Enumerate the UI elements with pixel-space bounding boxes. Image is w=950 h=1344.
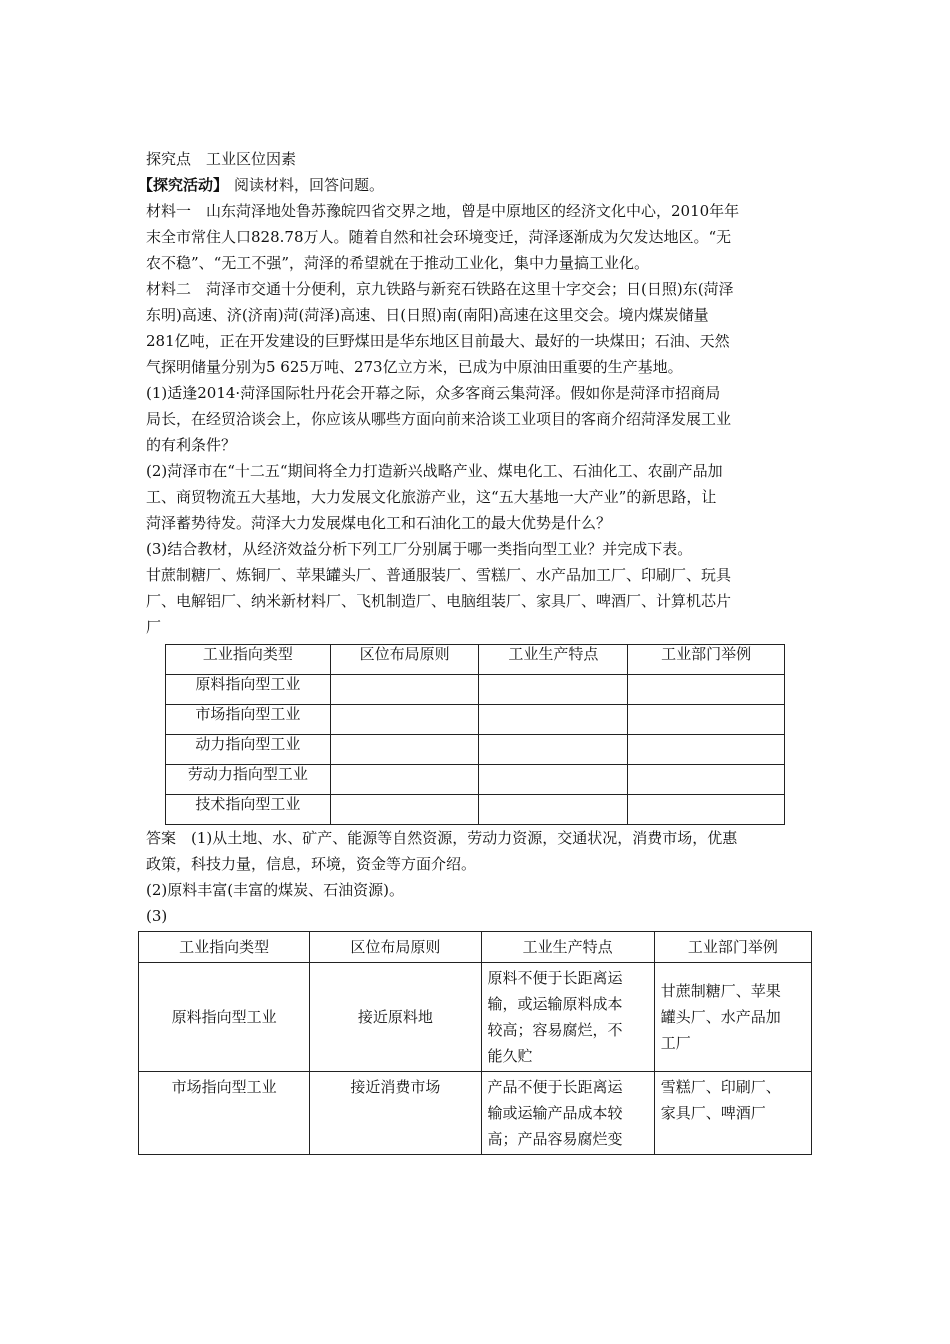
table-header-cell: 工业指向类型 (139, 932, 310, 963)
answer-line: 答案 (1)从土地、水、矿产、能源等自然资源，劳动力资源，交通状况，消费市场，优惠 (146, 829, 738, 847)
cell-line: 甘蔗制糖厂、苹果 (660, 982, 781, 1000)
question-two-line: 菏泽蓄势待发。菏泽大力发展煤电化工和石油化工的最大优势是什么？ (146, 514, 612, 532)
table-blank-cell[interactable] (330, 675, 479, 705)
table-row (166, 675, 785, 705)
table-blank-cell[interactable] (330, 795, 479, 825)
table-row (139, 963, 812, 1072)
table-cell-type: 劳动力指向型工业 (166, 765, 331, 795)
table-cell-feature (481, 963, 654, 1072)
material-one-line: 末全市常住人口828.78万人。随着自然和社会环境变迁，菏泽逐渐成为欠发达地区。“无 (146, 228, 732, 246)
material-two-line: 东明)高速、济(济南)菏(菏泽)高速、日(日照)南(南阳)高速在这里交会。境内煤炭储量 (146, 306, 709, 324)
document-body (138, 146, 814, 1155)
cell-line: 工厂 (660, 1034, 691, 1052)
material-one (146, 198, 814, 276)
table-header-cell: 工业指向类型 (166, 645, 331, 675)
question-three (146, 536, 814, 640)
table-blank-cell[interactable] (479, 675, 628, 705)
question-two (146, 458, 814, 536)
table-cell-feature (481, 1072, 654, 1155)
table-cell-type: 动力指向型工业 (166, 735, 331, 765)
question-three-line: (3)结合教材，从经济效益分析下列工厂分别属于哪一类指向型工业？并完成下表。 (146, 540, 693, 558)
activity-label: 【探究活动】 (138, 176, 229, 194)
table-header-cell: 区位布局原则 (330, 645, 479, 675)
blank-answer-table (165, 644, 785, 825)
table-row (166, 735, 785, 765)
table-blank-cell[interactable] (628, 675, 785, 705)
table-blank-cell[interactable] (330, 705, 479, 735)
activity-line (138, 172, 814, 198)
table-cell-type: 技术指向型工业 (166, 795, 331, 825)
cell-line: 输，或运输原料成本 (487, 995, 623, 1013)
table-blank-cell[interactable] (628, 765, 785, 795)
table-blank-cell[interactable] (479, 765, 628, 795)
table-cell-type: 原料指向型工业 (166, 675, 331, 705)
table-blank-cell[interactable] (330, 765, 479, 795)
question-one-line: 局长，在经贸洽谈会上，你应该从哪些方面向前来洽谈工业项目的客商介绍菏泽发展工业 (146, 410, 732, 428)
material-two-line: 材料二 菏泽市交通十分便利，京九铁路与新兖石铁路在这里十字交会；日(日照)东(菏泽 (146, 280, 734, 298)
table-header-row (139, 932, 812, 963)
cell-line: 雪糕厂、印刷厂、 (660, 1078, 781, 1096)
table-blank-cell[interactable] (479, 795, 628, 825)
table-blank-cell[interactable] (628, 705, 785, 735)
question-one-line: 的有利条件？ (146, 436, 237, 454)
question-one (146, 380, 814, 458)
table-row (166, 765, 785, 795)
answer-section (146, 825, 814, 929)
cell-line: 产品不便于长距离运 (487, 1078, 623, 1096)
table-cell-example (654, 1072, 811, 1155)
table-header-cell: 工业部门举例 (654, 932, 811, 963)
table-cell-example (654, 963, 811, 1072)
question-two-line: (2)菏泽市在“十二五“期间将全力打造新兴战略产业、煤电化工、石油化工、农副产品加 (146, 462, 723, 480)
cell-line: 较高；容易腐烂，不 (487, 1021, 623, 1039)
section-title: 探究点 工业区位因素 (146, 150, 297, 168)
question-three-line: 厂、电解铝厂、纳米新材料厂、飞机制造厂、电脑组装厂、家具厂、啤酒厂、计算机芯片 (146, 592, 732, 610)
question-three-line: 甘蔗制糖厂、炼铜厂、苹果罐头厂、普通服装厂、雪糕厂、水产品加工厂、印刷厂、玩具 (146, 566, 732, 584)
table-cell-type: 原料指向型工业 (139, 963, 310, 1072)
table-blank-cell[interactable] (479, 705, 628, 735)
answer-table (138, 931, 812, 1155)
table-header-cell: 区位布局原则 (310, 932, 481, 963)
cell-line: 原料不便于长距离运 (487, 969, 623, 987)
table-cell-principle: 接近消费市场 (310, 1072, 481, 1155)
table-blank-cell[interactable] (628, 735, 785, 765)
material-one-line: 材料一 山东菏泽地处鲁苏豫皖四省交界之地，曾是中原地区的经济文化中心，2010年年 (146, 202, 740, 220)
table-blank-cell[interactable] (330, 735, 479, 765)
table-header-cell: 工业部门举例 (628, 645, 785, 675)
answer-line: 政策，科技力量，信息，环境，资金等方面介绍。 (146, 855, 477, 873)
question-three-line: 厂 (146, 618, 162, 636)
cell-line: 罐头厂、水产品加 (660, 1008, 781, 1026)
answer-line: (3) (146, 907, 168, 925)
material-two-line: 气探明储量分别为5 625万吨、273亿立方米，已成为中原油田重要的生产基地。 (146, 358, 683, 376)
cell-line: 能久贮 (487, 1047, 533, 1065)
table-header-cell: 工业生产特点 (481, 932, 654, 963)
activity-text: 阅读材料，回答问题。 (234, 176, 385, 194)
table-blank-cell[interactable] (479, 735, 628, 765)
table-cell-type: 市场指向型工业 (139, 1072, 310, 1155)
table-row (139, 1072, 812, 1155)
answer-line: (2)原料丰富(丰富的煤炭、石油资源)。 (146, 881, 404, 899)
question-two-line: 工、商贸物流五大基地，大力发展文化旅游产业，这“五大基地一大产业”的新思路，让 (146, 488, 717, 506)
table-header-cell: 工业生产特点 (479, 645, 628, 675)
material-two (146, 276, 814, 380)
cell-line: 家具厂、啤酒厂 (660, 1104, 766, 1122)
table-header-row (166, 645, 785, 675)
cell-line: 输或运输产品成本较 (487, 1104, 623, 1122)
material-two-line: 281亿吨，正在开发建设的巨野煤田是华东地区目前最大、最好的一块煤田；石油、天然 (146, 332, 730, 350)
table-blank-cell[interactable] (628, 795, 785, 825)
table-cell-type: 市场指向型工业 (166, 705, 331, 735)
material-one-line: 农不稳”、“无工不强”，菏泽的希望就在于推动工业化，集中力量搞工业化。 (146, 254, 650, 272)
question-one-line: (1)适逢2014·菏泽国际牡丹花会开幕之际，众多客商云集菏泽。假如你是菏泽市招商局 (146, 384, 721, 402)
cell-line: 高；产品容易腐烂变 (487, 1130, 623, 1148)
table-row (166, 795, 785, 825)
table-cell-principle: 接近原料地 (310, 963, 481, 1072)
table-row (166, 705, 785, 735)
